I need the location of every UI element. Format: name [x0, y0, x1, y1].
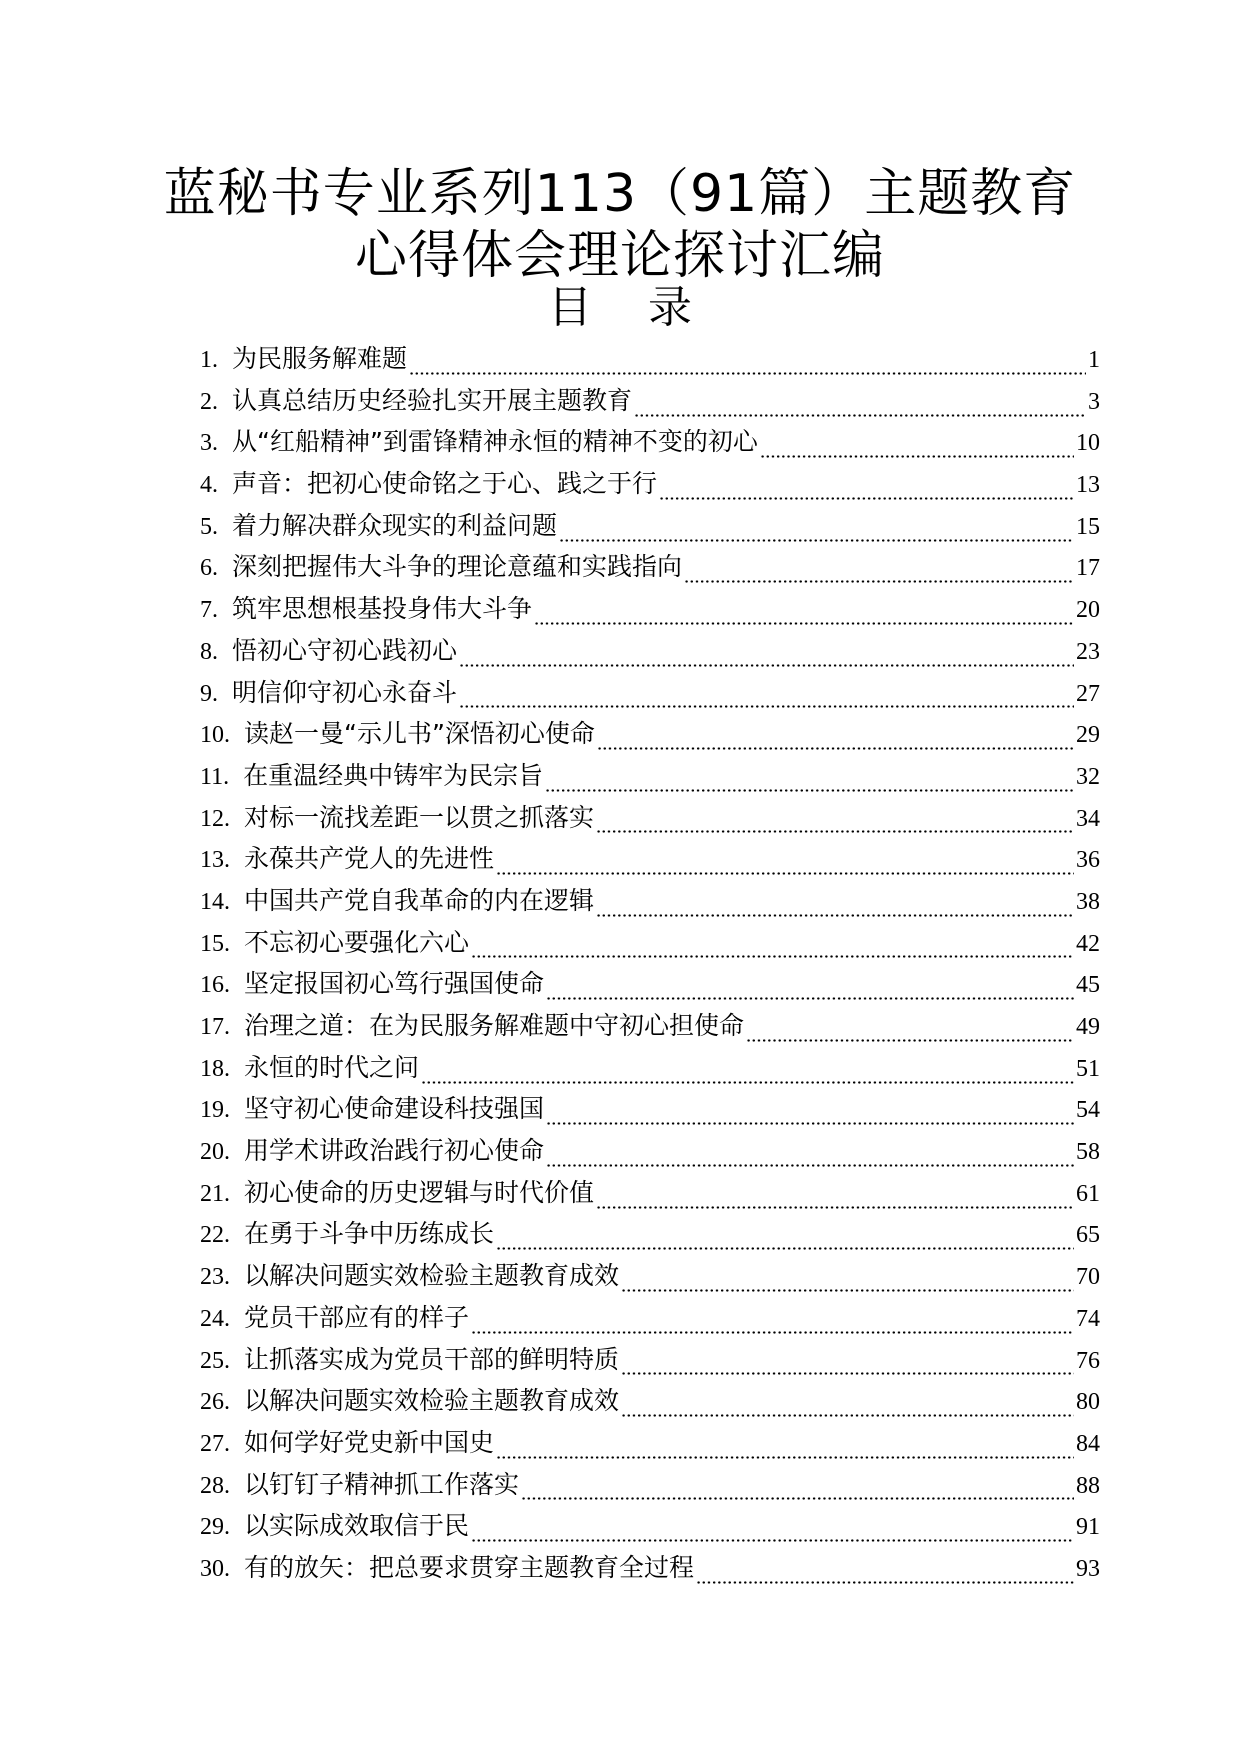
toc-dot-leader — [421, 1065, 1074, 1085]
toc-dot-leader — [596, 898, 1074, 918]
toc-entry[interactable] — [200, 1130, 1100, 1172]
toc-entry[interactable] — [200, 421, 1100, 463]
toc-entry-number: 21 — [200, 1180, 224, 1207]
toc-entry-number: 9 — [200, 680, 212, 707]
toc-dot-leader — [597, 731, 1074, 751]
toc-entry-page-number: 76 — [1076, 1347, 1100, 1374]
toc-entry-number: 8 — [200, 638, 212, 665]
toc-entry-page-number: 38 — [1076, 888, 1100, 915]
toc-entry-page-number: 93 — [1076, 1555, 1100, 1582]
toc-dot-leader — [496, 1440, 1074, 1460]
toc-entry-separator: . — [224, 888, 230, 915]
toc-dot-leader — [471, 939, 1074, 959]
toc-entry[interactable] — [200, 588, 1100, 630]
toc-entry[interactable] — [200, 1464, 1100, 1506]
toc-entry[interactable] — [200, 1047, 1100, 1089]
toc-entry-number: 27 — [200, 1430, 224, 1457]
toc-entry-page-number: 27 — [1076, 680, 1100, 707]
toc-entry[interactable] — [200, 1422, 1100, 1464]
toc-entry[interactable] — [200, 963, 1100, 1005]
toc-entry-separator: . — [212, 638, 218, 665]
toc-entry-separator: . — [224, 930, 230, 957]
toc-entry-separator: . — [212, 347, 218, 373]
toc-entry-title: 为民服务解难题 — [232, 344, 408, 373]
toc-entry-page-number: 84 — [1076, 1430, 1100, 1457]
toc-entry-title: 以钉钉子精神抓工作落实 — [244, 1469, 520, 1499]
toc-entry-number: 7 — [200, 597, 212, 624]
toc-dot-leader — [684, 564, 1074, 584]
toc-entry-page-number: 10 — [1076, 430, 1100, 457]
toc-entry-title: 认真总结历史经验扎实开展主题教育 — [232, 385, 633, 415]
toc-entry-page-number: 91 — [1076, 1514, 1100, 1541]
toc-entry-number: 2 — [200, 388, 212, 415]
toc-entry[interactable] — [200, 463, 1100, 505]
toc-dot-leader — [659, 481, 1074, 501]
toc-entry-separator: . — [224, 1097, 230, 1124]
toc-entry[interactable] — [200, 338, 1100, 380]
toc-entry-page-number: 51 — [1076, 1055, 1100, 1082]
toc-entry-title: 让抓落实成为党员干部的鲜明特质 — [244, 1344, 620, 1374]
toc-heading — [0, 282, 1240, 334]
toc-entry-number: 3 — [200, 430, 212, 457]
toc-dot-leader — [521, 1481, 1074, 1501]
toc-entry-separator: . — [224, 1014, 230, 1040]
toc-entry[interactable] — [200, 546, 1100, 588]
toc-dot-leader — [409, 356, 1086, 376]
toc-entry-number: 20 — [200, 1139, 224, 1166]
toc-entry-title: 在重温经典中铸牢为民宗旨 — [243, 760, 544, 790]
toc-entry[interactable] — [200, 880, 1100, 922]
toc-entry-number: 30 — [200, 1555, 224, 1582]
toc-dot-leader — [545, 773, 1074, 793]
toc-entry-number: 28 — [200, 1472, 224, 1499]
toc-entry-title: 如何学好党史新中国史 — [244, 1427, 495, 1457]
toc-entry-separator: . — [223, 763, 230, 790]
toc-entry-number: 13 — [200, 847, 224, 874]
toc-entry-title: 坚定报国初心笃行强国使命 — [244, 969, 545, 999]
toc-entry[interactable] — [200, 838, 1100, 880]
toc-entry[interactable] — [200, 380, 1100, 422]
toc-heading-left: 目 — [548, 282, 592, 333]
toc-entry[interactable] — [200, 505, 1100, 547]
toc-entry-separator: . — [224, 1389, 230, 1416]
toc-entry[interactable] — [200, 1172, 1100, 1214]
toc-entry-title: 不忘初心要强化六心 — [244, 927, 470, 957]
toc-entry-title: 治理之道：在为民服务解难题中守初心担使命 — [244, 1011, 745, 1040]
document-title-line-2: 心得体会理论探讨汇编 — [354, 226, 885, 286]
toc-entry-page-number: 88 — [1076, 1472, 1100, 1499]
toc-entry[interactable] — [200, 922, 1100, 964]
toc-entry-page-number: 20 — [1076, 597, 1100, 624]
toc-entry-separator: . — [224, 847, 230, 874]
toc-entry-separator: . — [224, 722, 230, 749]
toc-entry[interactable] — [200, 713, 1100, 755]
toc-entry-number: 12 — [200, 805, 224, 832]
toc-entry-title: 永葆共产党人的先进性 — [244, 844, 495, 874]
toc-dot-leader — [596, 814, 1074, 834]
toc-dot-leader — [459, 689, 1074, 709]
toc-entry-title: 着力解决群众现实的利益问题 — [232, 510, 558, 540]
toc-entry-separator: . — [212, 472, 218, 499]
toc-entry-separator: . — [224, 1347, 230, 1374]
toc-entry-title: 以实际成效取信于民 — [244, 1511, 470, 1541]
toc-entry-separator: . — [224, 1180, 230, 1207]
toc-dot-leader — [634, 398, 1086, 418]
toc-entry-title: 声音：把初心使命铭之于心、践之于行 — [232, 469, 658, 499]
toc-entry-title: 用学术讲政治践行初心使命 — [244, 1136, 545, 1166]
toc-entry-title: 以解决问题实效检验主题教育成效 — [244, 1261, 620, 1291]
toc-heading-right: 录 — [648, 282, 692, 333]
toc-entry-page-number: 65 — [1076, 1222, 1100, 1249]
toc-entry[interactable] — [200, 797, 1100, 839]
toc-entry-separator: . — [224, 1305, 230, 1332]
toc-entry-number: 29 — [200, 1514, 224, 1541]
toc-dot-leader — [546, 981, 1074, 1001]
toc-entry[interactable] — [200, 755, 1100, 797]
toc-entry-title: 有的放矢：把总要求贯穿主题教育全过程 — [244, 1552, 695, 1582]
toc-entry-separator: . — [212, 388, 218, 415]
toc-entry[interactable] — [200, 1213, 1100, 1255]
toc-dot-leader — [546, 1148, 1074, 1168]
toc-entry-page-number: 49 — [1076, 1014, 1100, 1040]
toc-entry-number: 14 — [200, 888, 224, 915]
toc-dot-leader — [696, 1565, 1074, 1585]
toc-entry-title: 在勇于斗争中历练成长 — [244, 1219, 495, 1249]
toc-entry-number: 5 — [200, 513, 212, 540]
toc-entry[interactable] — [200, 1088, 1100, 1130]
toc-entry-separator: . — [224, 1222, 230, 1249]
toc-entry-separator: . — [212, 555, 218, 582]
toc-dot-leader — [621, 1273, 1074, 1293]
toc-entry[interactable] — [200, 1547, 1100, 1589]
toc-entry-page-number: 54 — [1076, 1097, 1100, 1124]
toc-entry[interactable] — [200, 1380, 1100, 1422]
toc-entry-page-number: 42 — [1076, 930, 1100, 957]
toc-entry-page-number: 70 — [1076, 1264, 1100, 1291]
toc-entry-page-number: 15 — [1076, 513, 1100, 540]
toc-entry-number: 11 — [200, 763, 224, 790]
toc-entry-title: 筑牢思想根基投身伟大斗争 — [232, 594, 533, 624]
toc-entry-number: 4 — [200, 472, 212, 499]
toc-entry-separator: . — [224, 805, 230, 832]
toc-entry-number: 19 — [200, 1097, 224, 1124]
toc-dot-leader — [534, 606, 1074, 626]
toc-entry-title: 中国共产党自我革命的内在逻辑 — [244, 885, 595, 915]
toc-entry-title: 以解决问题实效检验主题教育成效 — [244, 1386, 620, 1416]
toc-entry-separator: . — [224, 1555, 230, 1582]
toc-entry-separator: . — [224, 1055, 230, 1082]
toc-entry-page-number: 17 — [1076, 555, 1100, 582]
toc-dot-leader — [596, 1190, 1074, 1210]
toc-entry-page-number: 36 — [1076, 847, 1100, 874]
toc-entry-separator: . — [224, 1472, 230, 1499]
toc-dot-leader — [559, 523, 1074, 543]
toc-entry-title: 永恒的时代之问 — [244, 1052, 420, 1082]
toc-entry-page-number: 74 — [1076, 1305, 1100, 1332]
toc-dot-leader — [760, 439, 1074, 459]
toc-entry[interactable] — [200, 630, 1100, 672]
toc-entry-separator: . — [212, 680, 218, 707]
toc-dot-leader — [621, 1398, 1074, 1418]
toc-entry-number: 10 — [200, 722, 224, 749]
toc-entry[interactable] — [200, 1505, 1100, 1547]
toc-entry-number: 17 — [200, 1014, 224, 1040]
toc-entry[interactable] — [200, 1255, 1100, 1297]
toc-entry-page-number: 80 — [1076, 1389, 1100, 1416]
toc-entry-title: 明信仰守初心永奋斗 — [232, 677, 458, 707]
toc-entry-page-number: 23 — [1076, 638, 1100, 665]
toc-entry-title: 悟初心守初心践初心 — [232, 635, 458, 665]
toc-entry-number: 26 — [200, 1389, 224, 1416]
toc-entry-title: 初心使命的历史逻辑与时代价值 — [244, 1177, 595, 1207]
toc-entry-page-number: 13 — [1076, 472, 1100, 499]
toc-entry-page-number: 58 — [1076, 1139, 1100, 1166]
toc-entry-number: 1 — [200, 347, 212, 373]
toc-entry-title: 党员干部应有的样子 — [244, 1302, 470, 1332]
toc-entry-page-number: 1 — [1088, 347, 1100, 373]
toc-entry-number: 18 — [200, 1055, 224, 1082]
toc-entry-separator: . — [224, 1139, 230, 1166]
toc-entry-page-number: 32 — [1076, 763, 1100, 790]
table-of-contents — [200, 338, 1100, 1589]
toc-dot-leader — [471, 1315, 1074, 1335]
document-title-line-1: 蓝秘书专业系列113（91篇）主题教育 — [163, 164, 1077, 224]
toc-entry-title: 坚守初心使命建设科技强国 — [244, 1094, 545, 1124]
toc-entry-number: 6 — [200, 555, 212, 582]
toc-dot-leader — [496, 1231, 1074, 1251]
toc-entry-page-number: 45 — [1076, 972, 1100, 999]
toc-dot-leader — [621, 1356, 1074, 1376]
toc-entry-separator: . — [212, 513, 218, 540]
toc-entry[interactable] — [200, 1297, 1100, 1339]
toc-entry-page-number: 3 — [1088, 388, 1100, 415]
toc-entry-number: 22 — [200, 1222, 224, 1249]
toc-dot-leader — [459, 648, 1074, 668]
toc-entry-number: 16 — [200, 972, 224, 999]
toc-entry-page-number: 61 — [1076, 1180, 1100, 1207]
toc-entry-separator: . — [224, 972, 230, 999]
toc-entry-page-number: 29 — [1076, 722, 1100, 749]
toc-dot-leader — [496, 856, 1074, 876]
toc-entry-separator: . — [224, 1514, 230, 1541]
toc-entry-page-number: 34 — [1076, 805, 1100, 832]
toc-entry-title: 深刻把握伟大斗争的理论意蕴和实践指向 — [232, 552, 683, 582]
toc-entry[interactable] — [200, 1339, 1100, 1381]
toc-entry-separator: . — [212, 430, 218, 457]
toc-entry-title: 对标一流找差距一以贯之抓落实 — [244, 802, 595, 832]
toc-entry[interactable] — [200, 672, 1100, 714]
toc-dot-leader — [746, 1023, 1074, 1043]
toc-dot-leader — [546, 1106, 1074, 1126]
toc-dot-leader — [471, 1523, 1074, 1543]
toc-entry-separator: . — [224, 1264, 230, 1291]
toc-entry-separator: . — [212, 597, 218, 624]
toc-entry-number: 15 — [200, 930, 224, 957]
toc-entry-separator: . — [224, 1430, 230, 1457]
toc-entry-title: 读赵一曼“示儿书”深悟初心使命 — [244, 719, 595, 749]
toc-entry-number: 25 — [200, 1347, 224, 1374]
toc-entry-number: 23 — [200, 1264, 224, 1291]
toc-entry[interactable] — [200, 1005, 1100, 1047]
toc-entry-title: 从“红船精神”到雷锋精神永恒的精神不变的初心 — [232, 427, 758, 457]
toc-entry-number: 24 — [200, 1305, 224, 1332]
